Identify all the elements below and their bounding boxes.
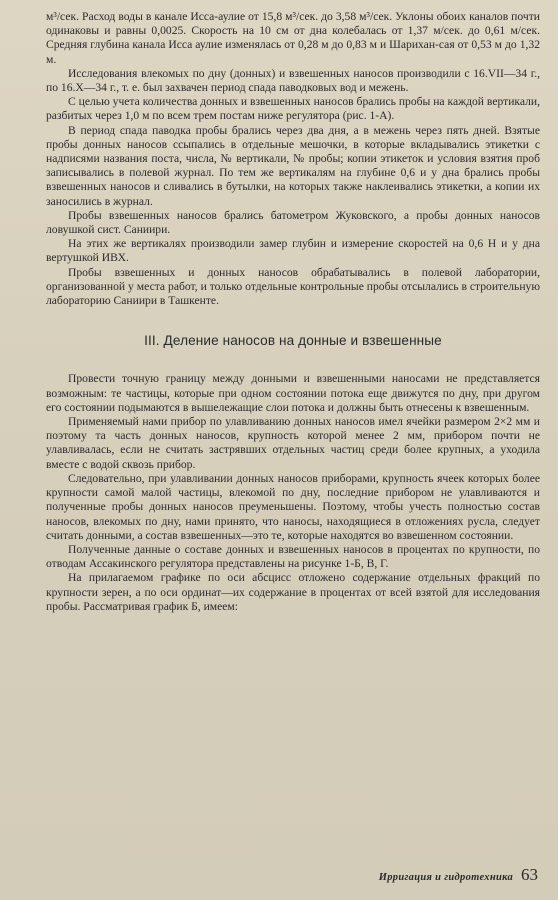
paragraph-bottom-5: На прилагаемом графике по оси абсцисс отложено содержание отдельных фракций по крупности зерен, а по оси ординат—их содержание в процентах от всей взятой для исследования пробы. Рассматривая график Б, имеем: — [46, 571, 540, 613]
paragraph-bottom-4: Полученные данные о составе донных и взвешенных наносов в процентах по крупности, по отводам Ассакинского регулятора представлены на рисунке 1-Б, В, Г. — [46, 542, 540, 571]
paragraph-bottom-1: Провести точную границу между донными и взвешенными наносами не представляется возможным: те частицы, которые при одном состоянии потока еще движутся по дну, при другом его состоянии подымаются в вышележащие слои потока и должны быть отнесены к взвешенным. — [46, 372, 540, 414]
paragraph-bottom-2: Применяемый нами прибор по улавливанию донных наносов имел ячейки размером 2×2 мм и поэтому та часть донных наносов, крупность которой менее 2 мм, прибором почти не улавливалась, если не считать застрявших отдельных частиц среди более крупных, а уходила вместе с водой сквозь прибор. — [46, 415, 540, 471]
paragraph-top-4: В период спада паводка пробы брались через два дня, а в межень через пять дней. Взятые пробы донных наносов ссыпались в отдельные мешочки, в которые вкладывались этикетки с надписями названия поста, числа, № вертикали, № пробы; копии этикеток и условия взятия проб записывались в полевой журнал. По тем же вертикалям на глубине 0,6 и у дна брались пробы взвешенных наносов и сливались в бутылки, на которых также наклеивались этикетки, а копии их заносились в журнал. — [46, 123, 540, 208]
paragraph-top-6: На этих же вертикалях производили замер глубин и измерение скоростей на 0,6 Н и у дна вертушкой ИВХ. — [46, 237, 540, 265]
page-number: 63 — [521, 865, 538, 884]
paragraph-top-2: Исследования влекомых по дну (донных) и взвешенных наносов производили с 16.VII—34 г., по 16.X—34 г., т. е. был захвачен период спада паводковых вод и межень. — [46, 66, 540, 95]
paragraph-top-7: Пробы взвешенных и донных наносов обрабатывались в полевой лаборатории, организованной у места работ, и только отдельные контрольные пробы отсылались в строительную лабораторию Саниири в Ташкенте. — [46, 265, 540, 308]
journal-name: Ирригация и гидротехника — [378, 872, 513, 883]
section-heading: III. Деление наносов на донные и взвешенные — [144, 333, 442, 349]
paragraph-bottom-3: Следовательно, при улавливании донных наносов приборами, крупность ячеек которых более крупности самой малой частицы, влекомой по дну, последние прибором не улавливаются и полученные пробы донных наносов преуменьшены. Поэтому, чтобы учесть полностью состав наносов, влекомых по дну, нами принято, что наносы, находящиеся в отложениях русла, следует считать донными, а состав взвешенных—это те, которые находятся во взвешенном состоянии. — [46, 471, 540, 542]
page-footer — [378, 865, 538, 885]
paragraph-top-5: Пробы взвешенных наносов брались батометром Жуковского, а пробы донных наносов ловушкой сист. Саниири. — [46, 208, 540, 237]
paragraph-top-1: м³/сек. Расход воды в канале Исса-аулие от 15,8 м³/сек. до 3,58 м³/сек. Уклоны обоих каналов почти одинаковы и равны 0,0025. Скорость на 10 см от дна колебалась от 1,37 м/сек. до 0,61 м/сек. Средняя глубина канала Исса аулие изменялась от 0,28 м до 0,83 м и Шарихан-сая от 0,53 м до 1,32 м. — [46, 10, 540, 66]
paragraph-top-3: С целью учета количества донных и взвешенных наносов брались пробы на каждой вертикали, разбитых через 1,0 м по всем трем постам ниже регулятора (рис. 1-А). — [46, 95, 540, 123]
